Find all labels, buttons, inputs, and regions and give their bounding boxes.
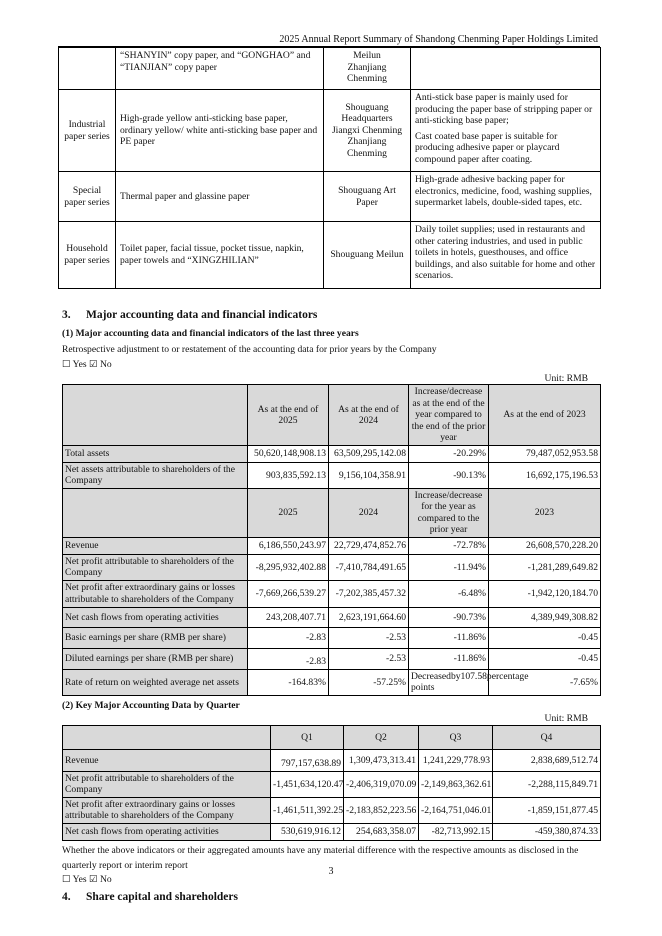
section-number: 3. [62, 308, 71, 321]
value-cell: -0.45 [489, 648, 601, 669]
data-row [63, 749, 601, 771]
value-cell: 254,683,358.07 [344, 823, 419, 840]
data-row [63, 580, 601, 607]
uses-cell [411, 48, 601, 90]
unit-label-2: Unit: RMB [544, 713, 588, 725]
value-cell: -72.78% [409, 537, 489, 554]
data-row [63, 823, 601, 840]
value-cell: -2,164,751,046.01 [419, 797, 493, 823]
row-label: Basic earnings per share (RMB per share) [63, 627, 248, 648]
data-row [63, 627, 601, 648]
value-cell: -2,183,852,223.56 [344, 797, 419, 823]
header-row [63, 488, 601, 537]
value-cell: 9,156,104,358.91 [329, 462, 409, 488]
use-text: High-grade adhesive backing paper for electronics, medicine, food, washing supplies, supermarket labels, double-sided tapes, etc. [415, 174, 592, 208]
value-cell: -2.83 [248, 627, 329, 648]
column-header: Q3 [419, 725, 493, 749]
data-row [63, 462, 601, 488]
production-base: Shouguang Meilun [330, 249, 404, 260]
value-cell: -11.94% [409, 554, 489, 580]
value-cell: 26,608,570,228.20 [489, 537, 601, 554]
row-label: Net assets attributable to shareholders of the Company [63, 462, 248, 488]
column-header: As at the end of 2023 [489, 385, 601, 446]
difference-question: Whether the above indicators or their aggregated amounts have any material difference with the respective amounts as disclosed in the quarterly report or interim report [62, 844, 579, 871]
value-cell: -11.86% [409, 627, 489, 648]
row-label: Revenue [63, 749, 271, 771]
value-cell: -2.83 [248, 648, 329, 669]
production-base-cell [324, 48, 411, 90]
production-base: Shouguang Headquarters [341, 101, 393, 125]
production-base-cell [324, 222, 411, 289]
value-cell: 50,620,148,908.13 [248, 445, 329, 462]
column-header: Increase/decrease as at the end of the year compared to the end of the prior year [409, 385, 489, 446]
value-cell: -82,713,992.15 [419, 823, 493, 840]
value-cell: -2,406,319,070.09 [344, 771, 419, 797]
unit-label: Unit: RMB [544, 372, 588, 384]
row-label: Net profit after extraordinary gains or losses attributable to shareholders of the Company [63, 580, 248, 607]
value-cell: -7,410,784,491.65 [329, 554, 409, 580]
products-cell: Thermal paper and glassine paper [116, 172, 324, 222]
value-cell: 22,729,474,852.76 [329, 537, 409, 554]
subsection-1-heading: (1) Major accounting data and financial indicators of the last three years [62, 328, 359, 340]
use-text: Anti-stick base paper is mainly used for producing the paper base of stripping paper or anti-sticking base paper; [415, 92, 593, 126]
production-base-cell [324, 90, 411, 172]
column-header: Q2 [344, 725, 419, 749]
value-cell: -20.29% [409, 445, 489, 462]
production-base: Zhanjiang Chenming [347, 136, 387, 159]
column-header: 2023 [489, 488, 601, 537]
data-row [63, 648, 601, 669]
data-row [63, 669, 601, 695]
value-cell: 903,835,592.13 [248, 462, 329, 488]
data-row [63, 607, 601, 627]
value-cell: -164.83% [248, 669, 329, 695]
value-cell: 6,186,550,243.97 [248, 537, 329, 554]
value-cell: 1,309,473,313.41 [344, 749, 419, 771]
row-label: Net profit after extraordinary gains or losses attributable to shareholders of the Company [63, 797, 271, 823]
product-row [59, 222, 601, 289]
value-cell: 797,157,638.89 [271, 749, 344, 771]
column-header: Q1 [271, 725, 344, 749]
section-title: Major accounting data and financial indicators [86, 308, 318, 321]
section-number: 4. [62, 891, 71, 904]
uses-cell [411, 222, 601, 289]
value-cell: 243,208,407.71 [248, 607, 329, 627]
value-cell: -2.53 [329, 648, 409, 669]
page-body [58, 47, 600, 905]
value-cell: -2,288,115,849.71 [493, 771, 601, 797]
section-3-heading [62, 309, 600, 323]
series-cell: Industrial paper series [59, 90, 116, 172]
value-cell: 16,692,175,196.53 [489, 462, 601, 488]
value-cell: -7.65% [489, 669, 601, 695]
use-text: Daily toilet supplies; used in restaurants and other catering industries, and used in public toilets in hotels, guesthouses, and office buildings, and also suitable for home and other scenarios. [415, 224, 596, 281]
value-cell: -459,380,874.33 [493, 823, 601, 840]
financial-indicators-table [62, 384, 601, 696]
value-cell: -90.13% [409, 462, 489, 488]
value-cell: -0.45 [489, 627, 601, 648]
column-header [63, 385, 248, 446]
header-row [63, 385, 601, 446]
product-table [58, 47, 601, 289]
uses-cell [411, 90, 601, 172]
retrospective-yes-no: ☐ Yes ☑ No [62, 359, 112, 371]
production-base: Zhanjiang Chenming [347, 61, 387, 84]
value-cell: -90.73% [409, 607, 489, 627]
header-row [63, 725, 601, 749]
products-cell: Toilet paper, facial tissue, pocket tissue, napkin, paper towels and “XINGZHILIAN” [116, 222, 324, 289]
series-cell [59, 48, 116, 90]
value-cell: 2,623,191,664.60 [329, 607, 409, 627]
value-cell: -6.48% [409, 580, 489, 607]
column-header: 2024 [329, 488, 409, 537]
uses-cell [411, 172, 601, 222]
column-header: 2025 [248, 488, 329, 537]
section-4-heading [62, 891, 600, 905]
production-base: Jiangxi Chenming [331, 124, 403, 136]
row-label: Net cash flows from operating activities [63, 607, 248, 627]
value-cell: 530,619,916.12 [271, 823, 344, 840]
value-cell: -1,859,151,877.45 [493, 797, 601, 823]
row-label: Diluted earnings per share (RMB per share) [63, 648, 248, 669]
value-cell: 2,838,689,512.74 [493, 749, 601, 771]
data-row [63, 797, 601, 823]
value-cell: -7,202,385,457.32 [329, 580, 409, 607]
column-header [63, 488, 248, 537]
product-row [59, 90, 601, 172]
products-cell: High-grade yellow anti-sticking base paper, ordinary yellow/ white anti-sticking base paper and PE paper [116, 90, 324, 172]
column-header: As at the end of 2024 [329, 385, 409, 446]
value-cell: -7,669,266,539.27 [248, 580, 329, 607]
row-label: Net profit attributable to shareholders of the Company [63, 554, 248, 580]
value-cell: -1,281,289,649.82 [489, 554, 601, 580]
running-header: 2025 Annual Report Summary of Shandong Chenming Paper Holdings Limited [279, 34, 598, 45]
value-cell: 1,241,229,778.93 [419, 749, 493, 771]
data-row [63, 554, 601, 580]
production-base: Meilun [353, 50, 381, 61]
column-header [63, 725, 271, 749]
row-label: Revenue [63, 537, 248, 554]
retrospective-text: Retrospective adjustment to or restatement of the accounting data for prior years by the Company [62, 343, 437, 355]
value-cell: -57.25% [329, 669, 409, 695]
data-row [63, 537, 601, 554]
use-text: Cast coated base paper is suitable for producing adhesive paper or playcard compound paper after coating. [415, 130, 560, 165]
production-base: Shouguang Art Paper [338, 185, 396, 208]
value-cell: -8,295,932,402.88 [248, 554, 329, 580]
value-cell: -1,942,120,184.70 [489, 580, 601, 607]
product-row [59, 48, 601, 90]
subsection-2-heading: (2) Key Major Accounting Data by Quarter [62, 699, 240, 711]
column-header: Q4 [493, 725, 601, 749]
value-cell: -1,461,511,392.25 [271, 797, 344, 823]
row-label: Rate of return on weighted average net assets [63, 669, 248, 695]
row-label: Total assets [63, 445, 248, 462]
value-cell: 63,509,295,142.08 [329, 445, 409, 462]
series-cell: Special paper series [59, 172, 116, 222]
row-label: Net cash flows from operating activities [63, 823, 271, 840]
value-cell: 79,487,052,953.58 [489, 445, 601, 462]
row-label: Net profit attributable to shareholders of the Company [63, 771, 271, 797]
page-number: 3 [328, 866, 334, 877]
difference-yes-no: ☐ Yes ☑ No [62, 873, 112, 885]
column-header: As at the end of 2025 [248, 385, 329, 446]
section-title: Share capital and shareholders [86, 891, 238, 904]
products-cell: “SHANYIN” copy paper, and “GONGHAO” and “TIANJIAN” copy paper [116, 48, 324, 90]
value-cell: -2.53 [329, 627, 409, 648]
production-base-cell [324, 172, 411, 222]
value-cell: -1,451,634,120.47 [271, 771, 344, 797]
data-row [63, 445, 601, 462]
data-row [63, 771, 601, 797]
value-cell: Decreasedby107.58percentage points [409, 669, 489, 695]
series-cell: Household paper series [59, 222, 116, 289]
column-header: Increase/decrease for the year as compared to the prior year [409, 488, 489, 537]
value-cell: -11.86% [409, 648, 489, 669]
value-cell: -2,149,863,362.61 [419, 771, 493, 797]
quarterly-data-table [62, 725, 601, 841]
value-cell: 4,389,949,308.82 [489, 607, 601, 627]
product-row [59, 172, 601, 222]
